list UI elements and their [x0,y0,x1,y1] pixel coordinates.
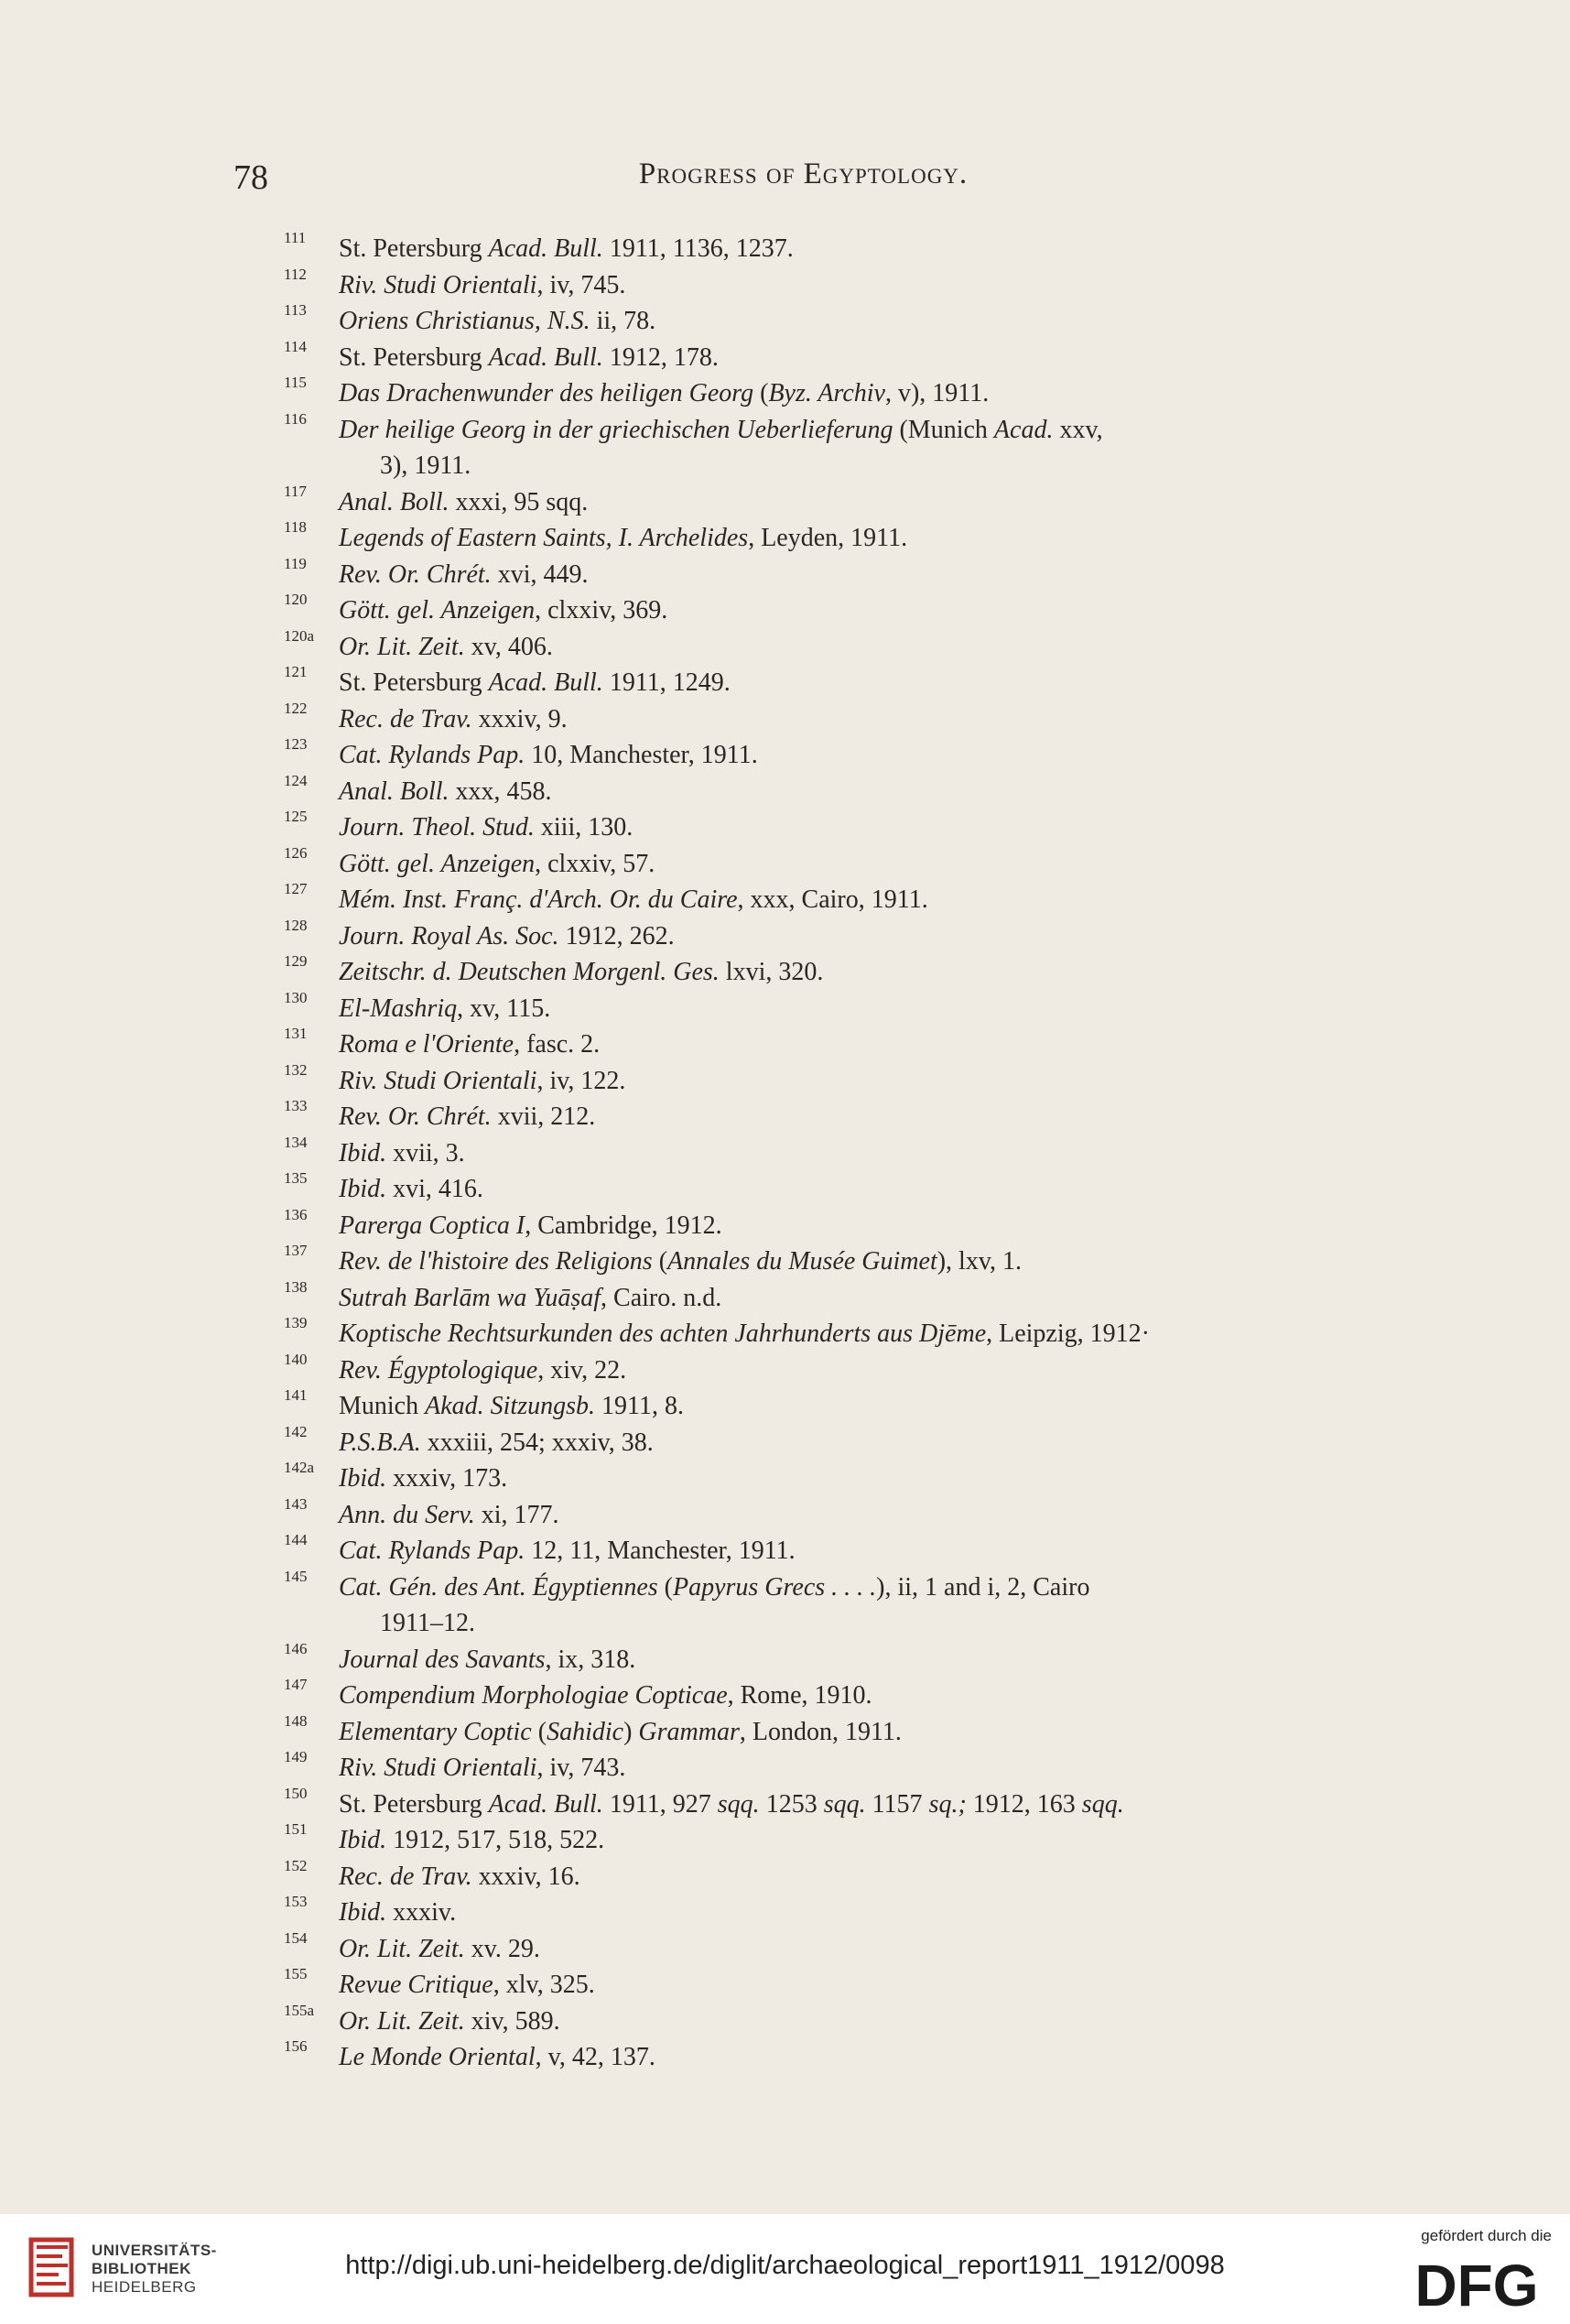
footnote-132 [284,1060,1291,1100]
footnote-text [339,1681,872,1710]
footnote-text [339,1030,600,1059]
roman-run: xxxiv, 9. [471,704,568,733]
footnote-text [339,705,568,733]
footnote-text [339,343,719,372]
italic-run: sqq. [717,1789,760,1819]
footnote-119 [284,554,1291,593]
footnote-number: 139 [284,1314,308,1331]
footnote-text [339,1826,604,1854]
italic-run: Ann. du Serv. [339,1500,475,1529]
footnote-text [339,1573,1089,1602]
roman-run: ) [623,1717,639,1746]
footnote-number: 111 [284,229,307,246]
roman-run: ), ii, 1 and i, 2, Cairo [876,1572,1090,1602]
footnote-text [339,1464,507,1493]
footnote-114 [284,337,1291,376]
roman-run: xxxiii, 254; xxxiv, 38. [420,1428,654,1457]
roman-run: xi, 177. [474,1500,559,1529]
roman-run: , Cairo. n.d. [601,1283,722,1312]
roman-run: xvi, 449. [491,559,589,589]
footnote-117 [284,484,1291,521]
running-title: Progress of Egyptology. [638,157,969,190]
footnote-text [339,813,633,842]
roman-run: ( [753,379,769,407]
footnote-124 [284,771,1291,810]
footnote-138 [284,1277,1291,1317]
italic-run: Acad. Bull. [488,342,603,372]
footnote-139 [284,1316,1291,1352]
italic-run: Compendium Morphologiae Copticae [339,1681,728,1710]
footnote-number: 135 [284,1169,308,1187]
footnote-number: 153 [284,1893,308,1910]
footnote-number: 156 [284,2037,308,2055]
italic-run: sqq. [823,1789,866,1819]
footnote-text [339,271,625,299]
footnote-text [339,1501,559,1529]
italic-run: Anal. Boll. [339,776,449,806]
footnote-number: 119 [284,554,307,572]
roman-run: , iv, 122. [536,1066,626,1095]
italic-run: Revue Critique [339,1971,493,1999]
page-header [0,157,1570,201]
footnote-127 [284,882,1291,918]
footnote-121 [284,665,1291,701]
italic-run: Cat. Gén. des Ant. Égyptiennes [339,1572,658,1602]
footnote-number: 138 [284,1277,308,1296]
footnote-text [339,1392,684,1420]
library-name-line-1: UNIVERSITÄTS- [92,2242,217,2259]
italic-run: Ibid. [339,1826,387,1854]
footnote-140 [284,1352,1291,1389]
italic-run: Riv. Studi Orientali [339,270,537,299]
italic-run: Ibid. [339,1138,387,1167]
footnote-text [339,777,552,806]
footnote-number: 141 [284,1386,308,1404]
roman-run: xxx, 458. [449,776,552,806]
footnote-number: 120a [284,626,315,645]
roman-run: St. Petersburg [339,668,489,697]
footnote-156 [284,2039,1291,2076]
page-number: 78 [233,158,268,197]
footnote-continuation: 1911–12. [380,1609,475,1637]
footnote-152 [284,1856,1291,1895]
footnote-number: 152 [284,1856,308,1874]
italic-run: Gött. gel. Anzeigen [339,596,536,624]
footnote-143 [284,1494,1291,1534]
italic-run: Cat. Rylands Pap. [339,1537,525,1565]
footnote-155 [284,1967,1291,2004]
sponsor-caption: gefördert durch die [1421,2227,1552,2244]
footnote-number: 144 [284,1531,308,1548]
italic-run: Cat. Rylands Pap. [339,741,525,769]
italic-run: P.S.B.A. [339,1428,421,1457]
footnote-text [339,1067,625,1095]
italic-run: Papyrus Grecs . . . . [672,1572,877,1602]
roman-run: 1912, 262. [558,921,675,950]
footnote-120 [284,592,1291,629]
footnote-number: 126 [284,843,308,862]
footnote-text [339,885,928,914]
footnote-text [339,958,823,986]
library-name-line-2: BIBLIOTHEK [92,2260,191,2277]
footnote-text [339,850,655,878]
roman-run: , Rome, 1910. [727,1681,872,1710]
roman-run: , clxxiv, 369. [535,596,668,624]
italic-run: Roma e l'Oriente [339,1030,514,1059]
roman-run: ii, 78. [590,307,656,335]
footnote-text [339,307,655,335]
footnote-142a [284,1461,1291,1497]
footnote-number: 142 [284,1422,308,1440]
footnote-number: 145 [284,1567,308,1585]
roman-run: , v, 42, 137. [535,2043,655,2071]
footnote-number: 122 [284,699,308,717]
footnote-148 [284,1711,1291,1751]
footnote-122 [284,701,1291,738]
italic-run: Legends of Eastern Saints, I. Archelides [339,524,749,552]
footnote-number: 137 [284,1242,308,1259]
footnote-number: 149 [284,1748,308,1765]
footnote-number: 128 [284,916,308,934]
footnote-text [339,1139,465,1167]
italic-run: Der heilige Georg in der griechischen Ueberlieferung [339,415,893,444]
footnote-113 [284,303,1291,340]
italic-run: Rec. de Trav. [339,704,472,733]
footnote-number: 146 [284,1639,308,1657]
footnote-text [339,2043,655,2071]
footnote-text [339,1175,483,1203]
footnote-120a [284,626,1291,666]
footnote-112 [284,267,1291,304]
footnote-number: 140 [284,1350,308,1368]
italic-run: Annales du Musée Guimet [667,1247,937,1276]
italic-run: Acad. Bull. [488,234,603,263]
footnote-151 [284,1822,1291,1859]
roman-run: 1911, 8. [595,1392,684,1420]
italic-run: Koptische Rechtsurkunden des achten Jahrhunderts aus Djēme [339,1319,987,1348]
footnote-number: 129 [284,952,308,970]
dfg-logo-text: DFG [1414,2254,1539,2313]
footnote-number: 132 [284,1060,308,1079]
footnote-text [339,1247,1022,1276]
roman-run: , iv, 745. [536,270,626,299]
italic-run: Mém. Inst. Franç. d'Arch. Or. du Caire [339,885,738,914]
italic-run: Rev. de l'histoire des Religions [339,1247,653,1276]
footnote-142 [284,1422,1291,1461]
footnote-text [339,994,550,1023]
footnote-number: 147 [284,1676,308,1693]
footnote-number: 114 [284,337,307,355]
footnote-text [339,1754,625,1782]
roman-run: , Leyden, 1911. [748,524,908,552]
footnote-text [339,416,1103,444]
italic-run: Oriens Christianus, N.S. [339,307,590,335]
roman-run: lxvi, 320. [719,958,824,986]
italic-run: Journ. Theol. Stud. [339,813,535,842]
footnote-137 [284,1243,1291,1280]
roman-run: xxv, [1053,415,1103,444]
roman-run: 1911, 1136, 1237. [602,234,794,263]
roman-run: xvii, 3. [386,1138,465,1167]
footnote-number: 143 [284,1494,308,1513]
roman-run: ( [531,1717,547,1746]
footnote-141 [284,1388,1291,1425]
footnote-number: 117 [284,482,307,500]
roman-run: ), lxv, 1. [937,1247,1023,1276]
footnotes-list [284,231,1291,2076]
footnote-text [339,1718,902,1746]
footnote-text [339,560,588,589]
italic-run: Anal. Boll. [339,487,449,516]
roman-run: , Cambridge, 1912. [525,1211,722,1240]
footnote-text [339,379,989,407]
footnote-115 [284,375,1291,412]
footnote-text [339,668,731,697]
footnote-144 [284,1533,1291,1569]
footnote-145 [284,1569,1291,1642]
library-name-line-3: HEIDELBERG [92,2278,197,2296]
footnote-number: 127 [284,880,308,897]
footnote-text [339,524,907,552]
footnote-number: 116 [284,409,307,428]
italic-run: sq.; [928,1789,967,1819]
italic-run: Riv. Studi Orientali [339,1066,537,1095]
roman-run: ( [652,1247,668,1276]
italic-run: Rev. Égyptologique [339,1355,538,1385]
italic-run: Sahidic [547,1717,624,1746]
footnote-126 [284,843,1291,883]
footnote-number: 115 [284,374,307,391]
footnote-number: 155a [284,2001,315,2019]
roman-run: xvii, 212. [491,1102,596,1131]
italic-run: Journ. Royal As. Soc. [339,921,559,950]
footnote-number: 130 [284,988,308,1006]
roman-run: 1912, 163 [966,1789,1082,1819]
footnote-text [339,633,553,661]
footnote-text [339,1645,635,1674]
roman-run: St. Petersburg [339,1789,489,1819]
footnote-text [339,741,758,769]
roman-run: xiii, 130. [534,813,633,842]
footnote-text [339,234,794,263]
footnote-number: 134 [284,1133,308,1151]
footnote-text [339,1898,456,1927]
footnote-118 [284,520,1291,557]
footnote-text [339,488,588,516]
italic-run: Byz. Archiv [768,379,885,407]
italic-run: Ibid. [339,1175,387,1203]
footnote-text [339,1428,654,1457]
italic-run: Rev. Or. Chrét. [339,559,492,589]
footnote-number: 120 [284,591,308,608]
footnote-text [339,922,675,950]
footnote-text [339,1537,796,1565]
italic-run: Rec. de Trav. [339,1862,472,1891]
footnote-text [339,1211,722,1240]
footnote-number: 124 [284,771,308,789]
roman-run: (Munich [893,415,994,444]
footnote-text [339,1935,540,1963]
footnote-135 [284,1171,1291,1208]
footnote-number: 150 [284,1784,308,1802]
footnote-153 [284,1895,1291,1931]
roman-run: 1912, 178. [602,342,719,372]
roman-run: 12, 11, Manchester, 1911. [525,1537,796,1565]
footnote-text [339,1790,1124,1819]
footnote-text [339,1356,626,1385]
italic-run: Acad. Bull. [488,1789,603,1819]
footnote-155a [284,2001,1291,2040]
italic-run: Das Drachenwunder des heiligen Georg [339,379,754,407]
footnote-number: 131 [284,1025,308,1042]
roman-run: ( [657,1572,673,1602]
roman-run: , xxx, Cairo, 1911. [737,885,928,914]
roman-run: xxxi, 95 sqq. [449,487,589,516]
roman-run: xv, 406. [464,632,553,661]
footnote-123 [284,737,1291,774]
italic-run: Grammar [638,1717,740,1746]
roman-run: , London, 1911. [739,1717,902,1746]
footnote-continuation: 3), 1911. [380,451,471,480]
footnote-number: 142a [284,1459,315,1476]
footnote-111 [284,231,1291,267]
footnote-134 [284,1135,1291,1172]
footnote-number: 133 [284,1097,308,1114]
italic-run: Akad. Sitzungsb. [425,1392,595,1420]
roman-run: , xv, 115. [457,994,551,1023]
footnote-number: 154 [284,1928,308,1947]
footnote-130 [284,988,1291,1027]
permalink-url[interactable]: http://digi.ub.uni-heidelberg.de/diglit/archaeological_report1911_1912/0098 [345,2251,1225,2280]
footnote-number: 136 [284,1205,308,1223]
italic-run: sqq. [1081,1789,1124,1819]
roman-run: xiv, 589. [464,2006,560,2036]
italic-run: Le Monde Oriental [339,2043,536,2071]
italic-run: Rev. Or. Chrét. [339,1102,492,1131]
dfg-logo-icon [1403,2254,1550,2313]
footnote-text [339,1319,1150,1348]
footnote-129 [284,954,1291,991]
italic-run: Ibid. [339,1898,387,1927]
roman-run: xv. 29. [464,1934,540,1963]
roman-run: , iv, 743. [536,1754,626,1782]
italic-run: Or. Lit. Zeit. [339,1934,465,1963]
roman-run: Munich [339,1392,426,1420]
viewer-footer [0,2214,1570,2324]
roman-run: , v), 1911. [884,379,990,407]
footnote-text [339,1102,595,1131]
italic-run: Sutrah Barlām wa Yuāṣaf [339,1283,601,1312]
footnote-text [339,596,667,624]
italic-run: Zeitschr. d. Deutschen Morgenl. Ges. [339,958,720,986]
footnote-number: 118 [284,518,307,536]
roman-run: , xiv, 22. [537,1355,627,1385]
roman-run: 10, Manchester, 1911. [525,741,758,769]
roman-run: 1912, 517, 518, 522. [386,1826,605,1854]
footnote-text [339,2007,560,2036]
italic-run: Or. Lit. Zeit. [339,2006,465,2036]
footnote-136 [284,1205,1291,1244]
footnote-number: 151 [284,1820,308,1838]
footnote-number: 148 [284,1711,308,1730]
roman-run: , clxxiv, 57. [535,849,655,878]
roman-run: , fasc. 2. [514,1030,601,1059]
roman-run: 1911, 927 [602,1789,718,1819]
footnote-133 [284,1099,1291,1135]
italic-run: Acad. Bull. [488,668,603,697]
italic-run: Or. Lit. Zeit. [339,632,465,661]
italic-run: Gött. gel. Anzeigen [339,849,536,878]
roman-run: 1157 [865,1789,929,1819]
footnote-text [339,1971,595,1999]
footnote-154 [284,1928,1291,1968]
roman-run: St. Petersburg [339,234,489,263]
footnote-128 [284,918,1291,955]
footnote-131 [284,1026,1291,1063]
italic-run: Ibid. [339,1464,387,1493]
footnote-150 [284,1786,1291,1823]
footnote-text [339,1862,580,1891]
italic-run: Acad. [993,415,1054,444]
footnote-number: 125 [284,808,308,825]
roman-run: , xlv, 325. [493,1971,595,1999]
footnote-147 [284,1678,1291,1714]
roman-run: xvi, 416. [386,1175,483,1203]
footnote-number: 112 [284,265,307,283]
footnote-146 [284,1639,1291,1678]
footnote-number: 113 [284,301,307,319]
roman-run: 1253 [759,1789,824,1819]
italic-run: Riv. Studi Orientali [339,1754,537,1782]
italic-run: El-Mashriq [339,994,458,1023]
roman-run: St. Petersburg [339,342,489,372]
footnote-125 [284,809,1291,846]
roman-run: xxxiv, 173. [386,1464,508,1493]
footnote-116 [284,409,1291,484]
italic-run: Parerga Coptica I [339,1211,525,1240]
italic-run: Journal des Savants [339,1645,546,1674]
roman-run: , ix, 318. [545,1645,636,1674]
roman-run: xxxiv. [386,1898,457,1927]
roman-run: , Leipzig, 1912· [986,1319,1150,1348]
footnote-number: 155 [284,1965,308,1982]
footnote-number: 121 [284,663,308,680]
footnote-149 [284,1750,1291,1786]
footnote-text [339,1284,721,1312]
roman-run: xxxiv, 16. [471,1862,580,1891]
footnote-number: 123 [284,735,308,753]
italic-run: Elementary Coptic [339,1717,532,1746]
roman-run: 1911, 1249. [602,668,731,697]
